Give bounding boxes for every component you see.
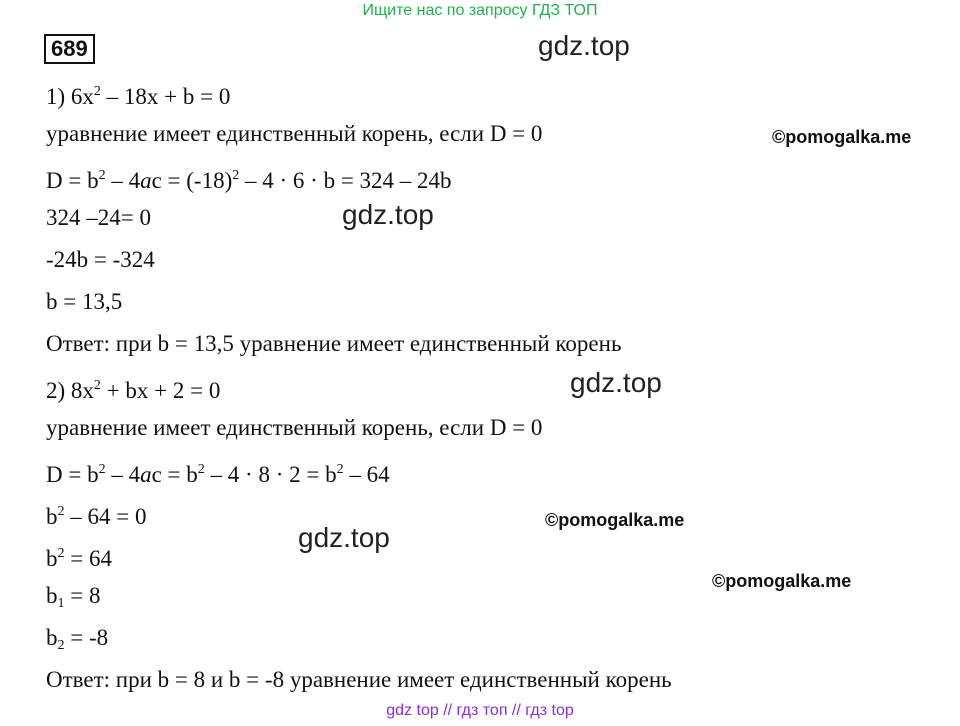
step-2-2: $b^2 = 64$ bbox=[46, 546, 112, 571]
gdz-watermark: gdz.top bbox=[342, 199, 434, 230]
discriminant-1: $D = b^2 - 4ac = (-18)^2 - 4 \cdot 6 \cdot b = 324 - 24b$ bbox=[46, 168, 452, 193]
step-2-1: $b^2 - 64 = 0$ bbox=[46, 504, 147, 529]
pomogalka-watermark: ©pomogalka.me bbox=[712, 571, 852, 591]
condition-1: уравнение имеет единственный корень, если D = 0 bbox=[46, 121, 543, 146]
gdz-watermark: gdz.top bbox=[570, 367, 662, 398]
equation-1: 1) $6x^2 - 18x + b = 0$ bbox=[46, 84, 231, 109]
pomogalka-watermark: ©pomogalka.me bbox=[772, 127, 912, 147]
pomogalka-watermark: ©pomogalka.me bbox=[545, 510, 685, 530]
condition-2: уравнение имеет единственный корень, если D = 0 bbox=[46, 415, 543, 440]
equation-2: 2) $8x^2$ + bx + 2 = 0 bbox=[46, 378, 221, 403]
step-2-4: $b_2 = -8$ bbox=[46, 625, 109, 653]
bottom-banner: gdz top // гдз топ // гдз top bbox=[386, 702, 574, 719]
gdz-watermark: gdz.top bbox=[538, 30, 630, 61]
step-2-3: $b_1 = 8$ bbox=[46, 583, 101, 611]
gdz-watermark: gdz.top bbox=[298, 522, 390, 553]
answer-2: Ответ: при b = 8 и b = -8 уравнение имеет единственный корень bbox=[46, 667, 672, 692]
step-1-1: 324 –24= 0 bbox=[46, 205, 151, 230]
discriminant-2: $D = b^2 - 4ac = b^2 - 4 \cdot 8 \cdot 2 = b^2 - 64$ bbox=[46, 462, 390, 487]
step-1-2: -24b = -324 bbox=[46, 247, 155, 272]
top-banner: Ищите нас по запросу ГДЗ ТОП bbox=[362, 2, 598, 19]
answer-1: Ответ: при b = 13,5 уравнение имеет единственный корень bbox=[46, 331, 622, 356]
step-1-3: b = 13,5 bbox=[46, 289, 123, 314]
problem-number: 689 bbox=[44, 34, 95, 64]
